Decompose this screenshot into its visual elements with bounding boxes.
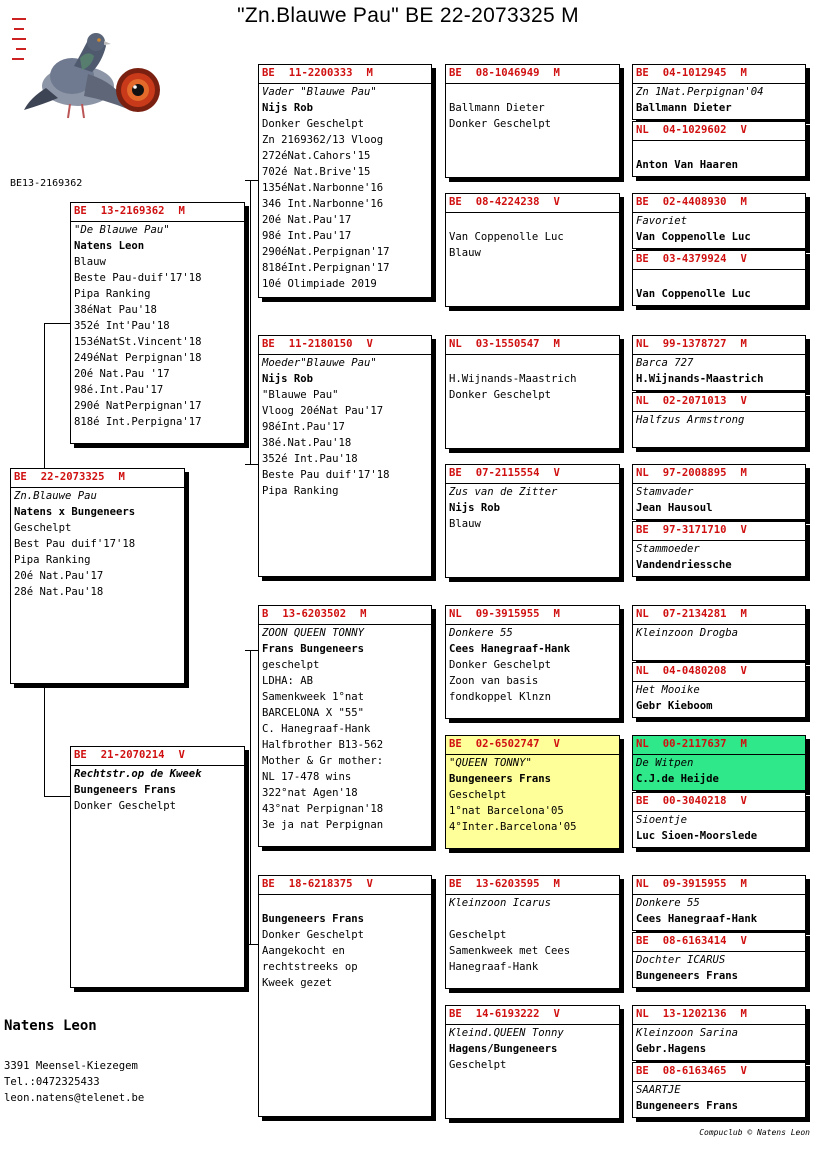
- country-code: BE: [14, 471, 27, 483]
- pedigree-card-mf: B 13-6203502 M ZOON QUEEN TONNY Frans Bungeneers geschelpt LDHA: AB Samenkweek 1°nat BARCELONA X "55" C. Hanegraaf-Hank Halfbrother B13-562 Mother & Gr mother: NL 17-478 wins 322°nat Agen'18 43°nat Perpignan'18 3e ja nat Perpignan: [258, 605, 432, 847]
- owner-phone: Tel.:0472325433: [4, 1076, 100, 1088]
- card-line: 4°Inter.Barcelona'05: [449, 821, 577, 833]
- connector-line: [250, 180, 251, 464]
- country-code: BE: [74, 205, 87, 217]
- ring-number: 22-2073325: [40, 471, 105, 483]
- card-line: Cees Hanegraaf-Hank: [449, 643, 571, 655]
- country-code: NL: [636, 608, 649, 620]
- card-line: De Witpen: [636, 757, 694, 769]
- page-title: "Zn.Blauwe Pau" BE 22-2073325 M: [237, 4, 579, 27]
- sex-marker: M: [553, 338, 560, 350]
- eye-icon: [116, 68, 160, 112]
- pedigree-card: [445, 335, 620, 449]
- card-line: Kleinzoon Sarina: [636, 1027, 739, 1039]
- pedigree-card: [445, 605, 620, 719]
- card-line: Ballmann Dieter: [449, 102, 545, 114]
- card-line: Kleinzoon Icarus: [449, 897, 552, 909]
- card-line: "QUEEN TONNY": [449, 757, 532, 769]
- sex-marker: M: [553, 878, 560, 890]
- card-line: Natens x Bungeneers: [14, 506, 136, 518]
- ring-number: 97-2008895: [662, 467, 727, 479]
- sex-marker: V: [178, 749, 185, 761]
- pedigree-card-fm: BE 11-2180150 V Moeder"Blauwe Pau" Nijs Rob "Blauwe Pau" Vloog 20éNat Pau'17 98éInt.Pau'17 38é.Nat.Pau'18 352é Int.Pau'18 Beste Pau duif'17'18 Pipa Ranking: [258, 335, 432, 577]
- pedigree-card-father: BE 13-2169362 M "De Blauwe Pau" Natens Leon Blauw Beste Pau-duif'17'18 Pipa Ranking 38éNat Pau'18 352é Int'Pau'18 153éNatSt.Vincent'18 249éNat Perpignan'18 20é Nat.Pau '17 98é.Int.Pau'17 290é NatPerpignan'17 818é Int.Perpigna'17: [70, 202, 245, 444]
- card-line: 20é Nat.Pau'17: [14, 570, 104, 582]
- country-code: BE: [636, 196, 649, 208]
- ring-number: 13-2169362: [100, 205, 165, 217]
- sex-marker: M: [553, 67, 560, 79]
- connector-line: [44, 682, 45, 796]
- card-line: Nijs Rob: [449, 502, 501, 514]
- pedigree-card: [632, 521, 806, 577]
- card-line: H.Wijnands-Maastrich: [449, 373, 577, 385]
- card-line: Donker Geschelpt: [449, 118, 552, 130]
- pedigree-card-mm: BE 18-6218375 V Bungeneers Frans Donker Geschelpt Aangekocht en rechtstreeks op Kweek gezet: [258, 875, 432, 1117]
- sex-marker: M: [740, 608, 747, 620]
- sex-marker: M: [553, 608, 560, 620]
- pedigree-card: [445, 193, 620, 307]
- card-line: Donkere 55: [636, 897, 700, 909]
- pedigree-card: [445, 64, 620, 178]
- pedigree-card: [632, 605, 806, 661]
- card-line: Cees Hanegraaf-Hank: [636, 913, 758, 925]
- card-line: Kleinzoon Drogba: [636, 627, 739, 639]
- ring-number: 04-1029602: [662, 124, 727, 136]
- ring-number: 04-1012945: [662, 67, 727, 79]
- card-line: Bungeneers Frans: [636, 1100, 739, 1112]
- card-line: Donkere 55: [449, 627, 513, 639]
- card-line: Jean Hausoul: [636, 502, 713, 514]
- country-code: BE: [449, 67, 462, 79]
- pedigree-card-mother: BE 21-2070214 V Rechtstr.op de Kweek Bungeneers Frans Donker Geschelpt: [70, 746, 245, 988]
- pedigree-card: [632, 1005, 806, 1061]
- country-code: BE: [449, 1008, 462, 1020]
- card-line: Vandendriessche: [636, 559, 732, 571]
- card-line: Dochter ICARUS: [636, 954, 726, 966]
- country-code: BE: [449, 467, 462, 479]
- pedigree-card: [632, 392, 806, 448]
- card-line: Stammoeder: [636, 543, 700, 555]
- card-line: Donker Geschelpt: [449, 389, 552, 401]
- card-line: fondkoppel Klnzn: [449, 691, 552, 703]
- ring-number: 09-3915955: [662, 878, 727, 890]
- card-line: 28é Nat.Pau'18: [14, 586, 104, 598]
- card-line: Favoriet: [636, 215, 688, 227]
- sex-marker: V: [553, 467, 560, 479]
- ring-number: 07-2134281: [662, 608, 727, 620]
- sex-marker: M: [740, 196, 747, 208]
- pedigree-card: [445, 464, 620, 578]
- owner-name: Natens Leon: [4, 1018, 97, 1034]
- pedigree-card: [632, 792, 806, 848]
- card-line: SAARTJE: [636, 1084, 681, 1096]
- connector-line: [245, 180, 259, 181]
- card-line: Blauw: [449, 518, 481, 530]
- card-line: Kleind.QUEEN Tonny: [449, 1027, 564, 1039]
- card-line: Halfzus Armstrong: [636, 414, 745, 426]
- pedigree-card: [632, 121, 806, 177]
- card-line: Stamvader: [636, 486, 694, 498]
- ring-number: 99-1378727: [662, 338, 727, 350]
- ring-number: 07-2115554: [475, 467, 540, 479]
- sex-marker: M: [178, 205, 185, 217]
- connector-line: [245, 650, 259, 651]
- pedigree-card-subject: [10, 468, 185, 684]
- sex-marker: V: [740, 665, 747, 677]
- country-code: BE: [636, 795, 649, 807]
- pigeon-logo: [10, 14, 160, 124]
- card-line: Hagens/Bungeneers: [449, 1043, 558, 1055]
- country-code: NL: [636, 878, 649, 890]
- owner-email: leon.natens@telenet.be: [4, 1092, 145, 1104]
- pedigree-card-ff: BE 11-2200333 M Vader "Blauwe Pau" Nijs Rob Donker Geschelpt Zn 2169362/13 Vloog 272éNat.Cahors'15 702é Nat.Brive'15 135éNat.Narbonne'16 346 Int.Narbonne'16 20é Nat.Pau'17 98é Int.Pau'17 290éNat.Perpignan'17 818éInt.Perpignan'17 10é Olimpiade 2019: [258, 64, 432, 298]
- ring-number: 00-3040218: [662, 795, 727, 807]
- connector-line: [44, 796, 72, 797]
- sex-marker: V: [740, 395, 747, 407]
- card-line: Bungeneers Frans: [449, 773, 552, 785]
- sex-marker: M: [118, 471, 125, 483]
- ring-number: 00-2117637: [662, 738, 727, 750]
- country-code: NL: [636, 338, 649, 350]
- card-line: Het Mooike: [636, 684, 700, 696]
- card-line: Zoon van basis: [449, 675, 539, 687]
- ring-number: 02-6502747: [475, 738, 540, 750]
- card-line: [446, 84, 619, 100]
- connector-line: [245, 944, 259, 945]
- sex-marker: M: [740, 67, 747, 79]
- country-code: NL: [636, 665, 649, 677]
- ring-number: 04-0480208: [662, 665, 727, 677]
- country-code: NL: [449, 338, 462, 350]
- country-code: BE: [636, 524, 649, 536]
- country-code: BE: [449, 196, 462, 208]
- card-line: Van Coppenolle Luc: [636, 231, 751, 243]
- card-line: Zn 1Nat.Perpignan'04: [636, 86, 764, 98]
- footer-credit: Compuclub © Natens Leon: [699, 1128, 810, 1137]
- card-line: Zus van de Zitter: [449, 486, 558, 498]
- card-line: Anton Van Haaren: [636, 159, 739, 171]
- owner-address: 3391 Meensel-Kiezegem: [4, 1060, 138, 1072]
- sex-marker: V: [740, 795, 747, 807]
- card-line: Donker Geschelpt: [449, 659, 552, 671]
- card-line: Zn.Blauwe Pau: [14, 490, 97, 502]
- ring-number: 03-1550547: [475, 338, 540, 350]
- ring-number: 13-1202136: [662, 1008, 727, 1020]
- sex-marker: V: [740, 1065, 747, 1077]
- country-code: BE: [636, 1065, 649, 1077]
- card-line: Pipa Ranking: [14, 554, 91, 566]
- ring-number: 21-2070214: [100, 749, 165, 761]
- connector-line: [245, 464, 259, 465]
- pedigree-card: [632, 335, 806, 391]
- pedigree-card: [632, 662, 806, 718]
- country-code: NL: [636, 395, 649, 407]
- pedigree-card: [632, 193, 806, 249]
- pedigree-card: [632, 64, 806, 120]
- ring-number: 14-6193222: [475, 1008, 540, 1020]
- card-line: Geschelpt: [14, 522, 72, 534]
- card-line: Hanegraaf-Hank: [449, 961, 539, 973]
- card-line: Luc Sioen-Moorslede: [636, 830, 758, 842]
- sex-marker: V: [553, 738, 560, 750]
- pedigree-card: [632, 1062, 806, 1118]
- card-line: [446, 911, 619, 927]
- pedigree-card: [445, 1005, 620, 1119]
- pedigree-card: [632, 932, 806, 988]
- card-line: Gebr.Hagens: [636, 1043, 707, 1055]
- ring-number: 09-3915955: [475, 608, 540, 620]
- card-line: Barca 727: [636, 357, 694, 369]
- card-line: Ballmann Dieter: [636, 102, 732, 114]
- ring-number: 13-6203595: [475, 878, 540, 890]
- card-line: C.J.de Heijde: [636, 773, 719, 785]
- card-line: [446, 213, 619, 229]
- country-code: NL: [636, 467, 649, 479]
- sex-marker: M: [740, 1008, 747, 1020]
- sex-marker: M: [740, 878, 747, 890]
- pedigree-card: [632, 735, 806, 791]
- pedigree-card: [632, 250, 806, 306]
- pigeon-icon: [24, 33, 130, 118]
- country-code: BE: [636, 935, 649, 947]
- ring-number: 02-4408930: [662, 196, 727, 208]
- card-line: Gebr Kieboom: [636, 700, 713, 712]
- sex-marker: V: [740, 253, 747, 265]
- sex-marker: M: [740, 338, 747, 350]
- ring-number: 08-1046949: [475, 67, 540, 79]
- card-line: [446, 355, 619, 371]
- country-code: NL: [636, 1008, 649, 1020]
- card-line: Blauw: [449, 247, 481, 259]
- reference-ring: BE13-2169362: [10, 178, 83, 189]
- connector-line: [44, 323, 45, 469]
- sex-marker: V: [740, 124, 747, 136]
- country-code: NL: [636, 124, 649, 136]
- card-line: H.Wijnands-Maastrich: [636, 373, 764, 385]
- card-line: [633, 141, 805, 157]
- sex-marker: V: [740, 935, 747, 947]
- ring-number: 02-2071013: [662, 395, 727, 407]
- pedigree-card: [445, 735, 620, 849]
- country-code: NL: [449, 608, 462, 620]
- ring-number: 97-3171710: [662, 524, 727, 536]
- card-line: Best Pau duif'17'18: [14, 538, 136, 550]
- owner-contact: [4, 1058, 144, 1106]
- ring-number: 03-4379924: [662, 253, 727, 265]
- connector-line: [44, 323, 72, 324]
- card-line: Geschelpt: [449, 929, 507, 941]
- ring-number: 08-4224238: [475, 196, 540, 208]
- country-code: BE: [449, 878, 462, 890]
- card-line: [633, 270, 805, 286]
- sex-marker: M: [740, 738, 747, 750]
- card-line: Geschelpt: [449, 789, 507, 801]
- card-line: Bungeneers Frans: [636, 970, 739, 982]
- card-line: Geschelpt: [449, 1059, 507, 1071]
- connector-line: [250, 650, 251, 944]
- country-code: BE: [449, 738, 462, 750]
- card-line: Van Coppenolle Luc: [449, 231, 564, 243]
- card-line: Van Coppenolle Luc: [636, 288, 751, 300]
- ring-number: 08-6163414: [662, 935, 727, 947]
- card-line: Samenkweek met Cees: [449, 945, 571, 957]
- sex-marker: M: [740, 467, 747, 479]
- ring-number: 08-6163465: [662, 1065, 727, 1077]
- card-line: Sioentje: [636, 814, 688, 826]
- country-code: BE: [74, 749, 87, 761]
- country-code: BE: [636, 253, 649, 265]
- sex-marker: V: [553, 1008, 560, 1020]
- card-line: [633, 428, 805, 444]
- sex-marker: V: [553, 196, 560, 208]
- country-code: BE: [636, 67, 649, 79]
- sex-marker: V: [740, 524, 747, 536]
- pedigree-card: [632, 464, 806, 520]
- country-code: NL: [636, 738, 649, 750]
- card-line: [633, 641, 805, 657]
- pedigree-card: [445, 875, 620, 989]
- pedigree-card: [632, 875, 806, 931]
- card-line: 1°nat Barcelona'05: [449, 805, 564, 817]
